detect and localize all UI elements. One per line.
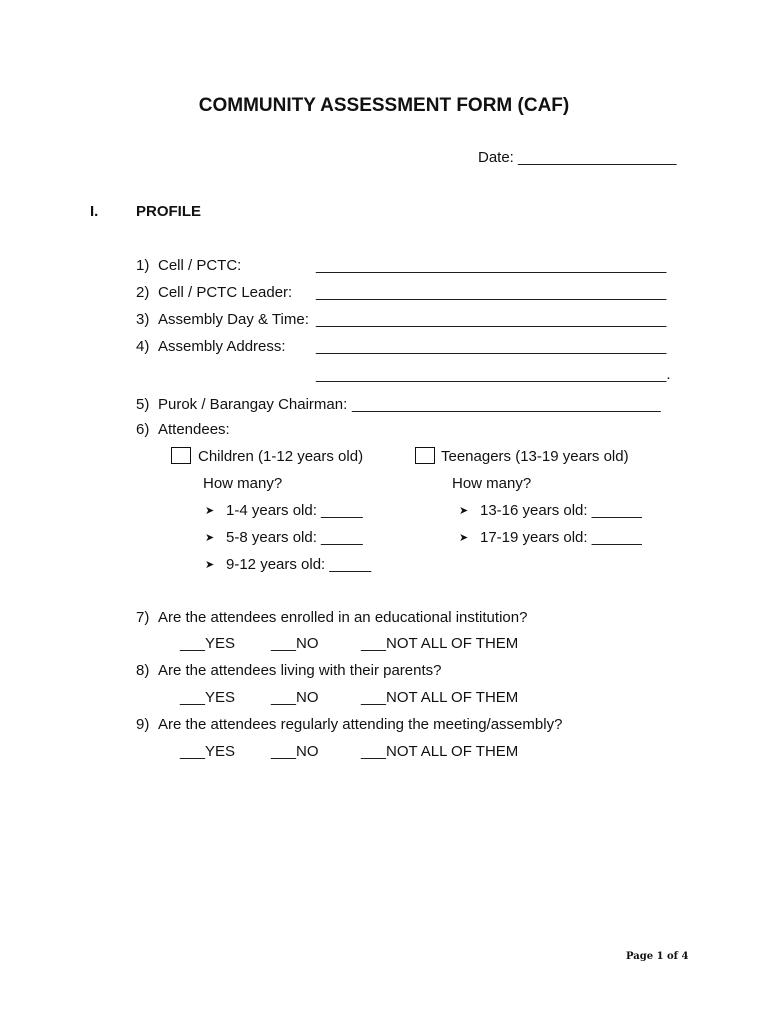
arrowhead-bullet-icon: ➤ (459, 532, 469, 544)
arrowhead-bullet-icon: ➤ (205, 532, 215, 544)
arrowhead-bullet-icon: ➤ (205, 559, 215, 571)
children-how-many: How many? (203, 475, 283, 492)
question-number: 7) (136, 609, 150, 626)
field-line-assembly-day-time[interactable]: __________________________________________ (316, 311, 667, 328)
field-label-attendees: Attendees: (158, 421, 230, 438)
option-yes[interactable]: ___YES (180, 743, 236, 760)
option-not-all[interactable]: ___NOT ALL OF THEM (361, 689, 519, 706)
option-not-all[interactable]: ___NOT ALL OF THEM (361, 635, 519, 652)
age-group-13-16[interactable]: 13-16 years old: ______ (480, 502, 642, 519)
date-field[interactable]: Date: ___________________ (478, 149, 677, 166)
arrowhead-bullet-icon: ➤ (205, 505, 215, 517)
question-number: 8) (136, 662, 150, 679)
field-number: 2) (136, 284, 150, 301)
teenagers-how-many: How many? (452, 475, 532, 492)
question-regularly-attending: Are the attendees regularly attending the meeting/assembly? (158, 716, 563, 733)
age-group-5-8[interactable]: 5-8 years old: _____ (226, 529, 363, 546)
option-no[interactable]: ___NO (271, 743, 319, 760)
question-enrolled: Are the attendees enrolled in an educational institution? (158, 609, 528, 626)
field-label-assembly-day-time: Assembly Day & Time: (158, 311, 309, 328)
option-yes[interactable]: ___YES (180, 635, 236, 652)
field-number: 5) (136, 396, 150, 413)
teenagers-checkbox[interactable] (415, 447, 435, 464)
section-numeral: I. (90, 203, 99, 220)
section-heading: PROFILE (136, 203, 202, 220)
field-label-purok-chairman: Purok / Barangay Chairman: (158, 396, 348, 413)
field-number: 1) (136, 257, 150, 274)
form-title: COMMUNITY ASSESSMENT FORM (CAF) (198, 95, 570, 116)
age-group-1-4[interactable]: 1-4 years old: _____ (226, 502, 363, 519)
age-group-9-12[interactable]: 9-12 years old: _____ (226, 556, 372, 573)
page-number: Page 1 of 4 (626, 951, 689, 962)
field-line-cell-pctc[interactable]: __________________________________________ (316, 257, 667, 274)
field-number: 6) (136, 421, 150, 438)
children-checkbox[interactable] (171, 447, 191, 464)
arrowhead-bullet-icon: ➤ (459, 505, 469, 517)
teenagers-label: Teenagers (13-19 years old) (441, 448, 629, 465)
field-line-cell-leader[interactable]: __________________________________________ (316, 284, 667, 301)
field-line-purok-chairman[interactable]: _____________________________________ (352, 396, 661, 413)
question-living-with-parents: Are the attendees living with their parents? (158, 662, 442, 679)
field-line-assembly-address-cont[interactable]: __________________________________________. (316, 366, 671, 383)
field-label-assembly-address: Assembly Address: (158, 338, 286, 355)
option-no[interactable]: ___NO (271, 689, 319, 706)
field-label-cell-pctc: Cell / PCTC: (158, 257, 242, 274)
option-not-all[interactable]: ___NOT ALL OF THEM (361, 743, 519, 760)
field-number: 4) (136, 338, 150, 355)
option-yes[interactable]: ___YES (180, 689, 236, 706)
field-line-assembly-address[interactable]: __________________________________________ (316, 338, 667, 355)
field-label-cell-leader: Cell / PCTC Leader: (158, 284, 293, 301)
field-number: 3) (136, 311, 150, 328)
question-number: 9) (136, 716, 150, 733)
option-no[interactable]: ___NO (271, 635, 319, 652)
age-group-17-19[interactable]: 17-19 years old: ______ (480, 529, 642, 546)
children-label: Children (1-12 years old) (198, 448, 364, 465)
